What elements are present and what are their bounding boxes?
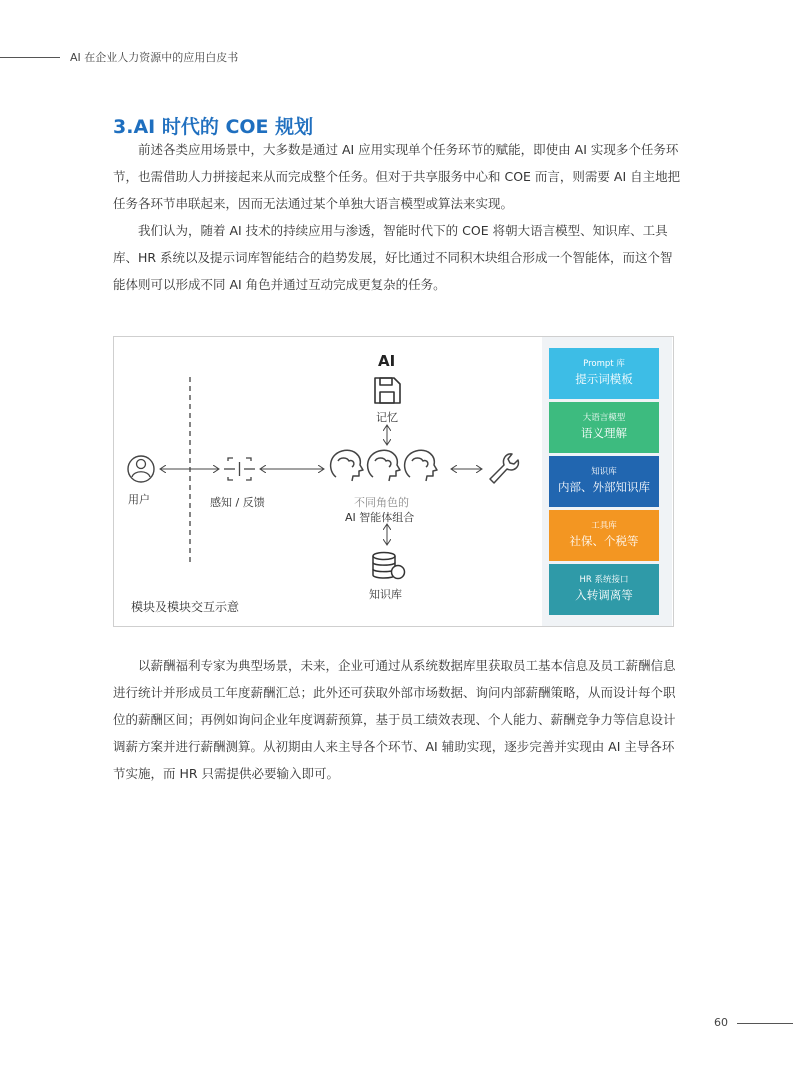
- module-box-prompt: [549, 348, 659, 399]
- ai-label: AI: [378, 352, 396, 370]
- footer-rule: [737, 1023, 793, 1024]
- intro-paragraphs: [113, 136, 682, 298]
- module-box-subtitle: 知识库: [591, 467, 617, 477]
- module-box-subtitle: 工具库: [591, 521, 617, 531]
- memory-label: 记忆: [376, 411, 398, 424]
- brain-head-icon: [331, 450, 437, 481]
- user-icon: [128, 456, 154, 482]
- user-label: 用户: [128, 493, 150, 506]
- module-box-subtitle: HR 系统接口: [579, 575, 629, 585]
- agents-label-line1: 不同角色的: [354, 496, 409, 509]
- paragraph-3: 以薪酬福利专家为典型场景，未来，企业可通过从系统数据库里获取员工基本信息及员工薪酬信息进行统计并形成员工年度薪酬汇总；此外还可获取外部市场数据、询问内部薪酬策略，从而设计每个职位的薪酬区间；再例如询问企业年度调薪预算，基于员工绩效表现、个人能力、薪酬竞争力等信息设计调薪方案并进行薪酬测算。从初期由人来主导各个环节、AI 辅助实现，逐步完善并实现由 AI 主导各环节实施，而 HR 只需提供必要输入即可。: [113, 658, 676, 781]
- module-panel: [542, 337, 672, 626]
- module-box-knowledge: [549, 456, 659, 507]
- section-title: 3.AI 时代的 COE 规划: [113, 116, 314, 138]
- diagram-caption: 模块及模块交互示意: [131, 600, 240, 614]
- module-box-title: 语义理解: [581, 426, 627, 440]
- module-box-tools: [549, 510, 659, 561]
- wrench-icon: [490, 454, 518, 483]
- module-box-llm: [549, 402, 659, 453]
- paragraph-1: 前述各类应用场景中，大多数是通过 AI 应用实现单个任务环节的赋能，即使由 AI 实现多个任务环节，也需借助人力拼接起来从而完成整个任务。但对于共享服务中心和 COE 而言，则需要 AI 自主地把任务各环节串联起来，因而无法通过某个单独大语言模型或算法来实现。: [113, 142, 681, 211]
- scenario-paragraph-wrap: [113, 652, 682, 787]
- module-interaction-diagram: [113, 336, 674, 627]
- module-box-hr-system: [549, 564, 659, 615]
- module-box-title: 社保、个税等: [569, 534, 639, 548]
- database-icon: [373, 553, 405, 579]
- paragraph-2: 我们认为，随着 AI 技术的持续应用与渗透，智能时代下的 COE 将朝大语言模型、知识库、工具库、HR 系统以及提示词库智能结合的趋势发展，好比通过不同积木块组合形成一个智能体，而这个智能体则可以形成不同 AI 角色并通过互动完成更复杂的任务。: [113, 223, 673, 292]
- diagram-graphics: [114, 337, 544, 626]
- module-box-subtitle: Prompt 库: [583, 359, 625, 369]
- header-rule: [0, 57, 60, 58]
- agents-label-line2: AI 智能体组合: [345, 511, 415, 524]
- knowledge-base-label: 知识库: [369, 588, 402, 601]
- module-box-title: 入转调离等: [575, 588, 633, 602]
- running-header: AI 在企业人力资源中的应用白皮书: [70, 51, 239, 64]
- module-box-title: 提示词模板: [575, 372, 633, 386]
- perception-feedback-label: 感知 / 反馈: [210, 496, 265, 509]
- module-box-subtitle: 大语言模型: [582, 413, 626, 423]
- module-box-title: 内部、外部知识库: [558, 480, 650, 494]
- page-number: 60: [714, 1016, 728, 1029]
- save-disk-icon: [375, 378, 400, 403]
- focus-bracket-icon: [224, 458, 255, 480]
